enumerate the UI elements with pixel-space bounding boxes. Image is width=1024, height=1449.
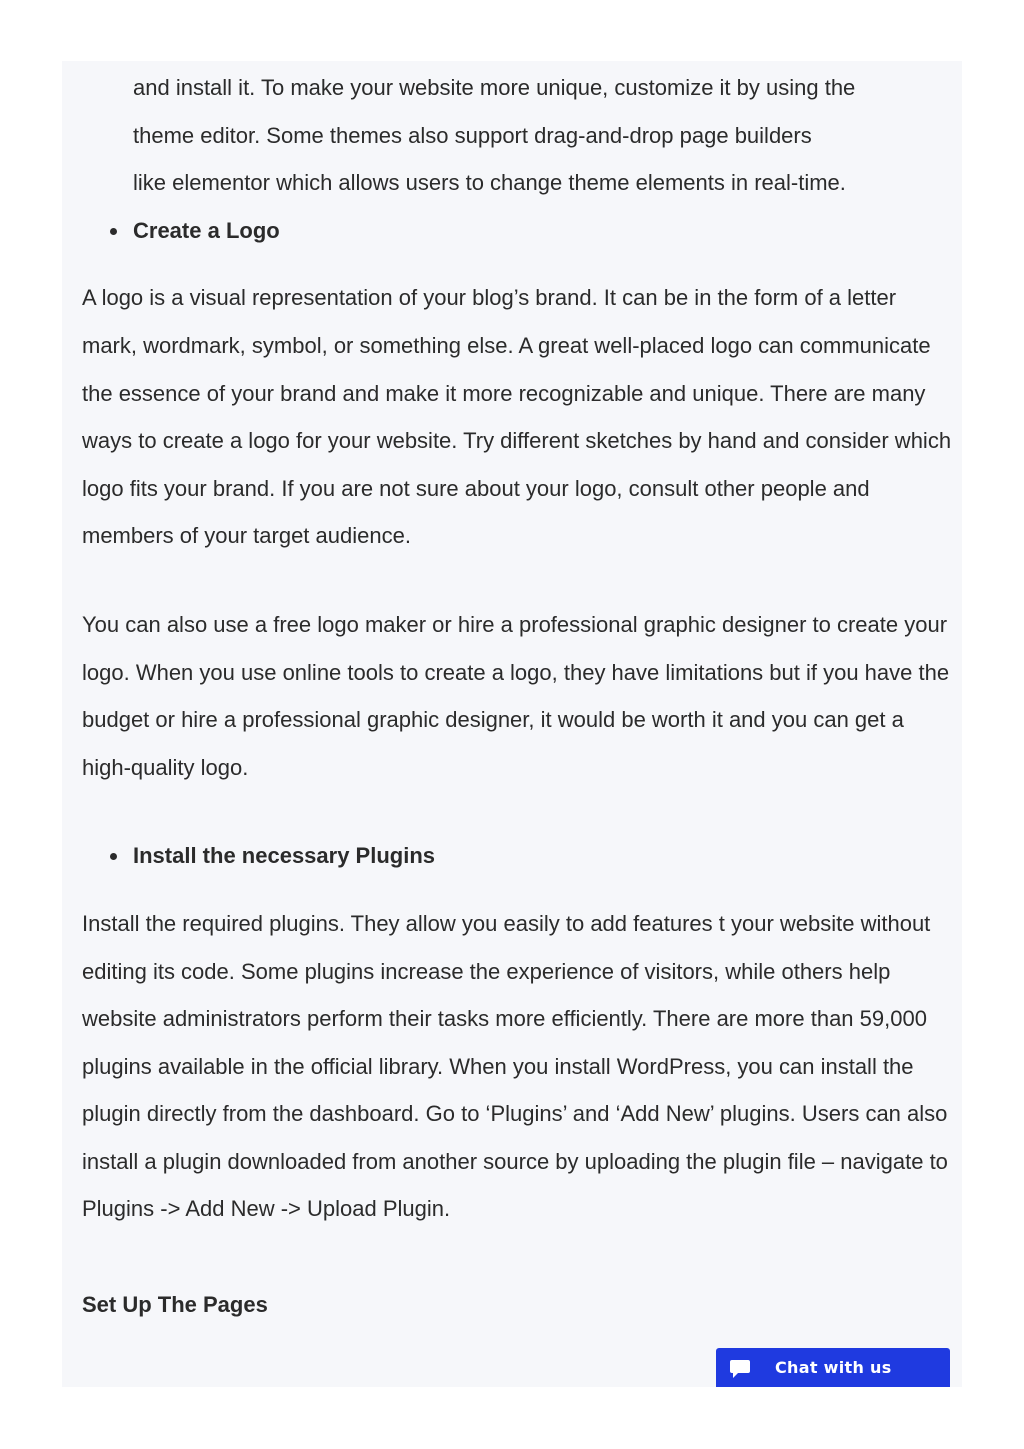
intro-paragraph [82,61,952,207]
chat-widget-button[interactable] [716,1348,950,1387]
chat-widget-label: Chat with us [775,1358,892,1377]
logo-paragraph-1: A logo is a visual representation of your blog’s brand. It can be in the form of a letter mark, wordmark, symbol, or something else. A great well-placed logo can communicate the essence of your brand and make it more recognizable and unique. There are many ways to create a logo for your website. Try different sketches by hand and consider which logo fits your brand. If you are not sure about your logo, consult other people and members of your target audience. [82,285,952,549]
article-content [82,61,952,1329]
intro-line-1: and install it. To make your website more unique, customize it by using the [133,75,856,100]
plugins-paragraph: Install the required plugins. They allow you easily to add features t your website without editing its code. Some plugins increase the experience of visitors, while others help website administrators perform their tasks more efficiently. There are more than 59,000 plugins available in the official library. When you install WordPress, you can install the plugin directly from the dashboard. Go to ‘Plugins’ and ‘Add New’ plugins. Users can also install a plugin downloaded from another source by uploading the plugin file – navigate to Plugins -> Add New -> Upload Plugin. [82,910,948,1222]
article-panel [62,61,962,1387]
logo-list [82,207,952,255]
pages-heading: Set Up The Pages [82,1292,268,1318]
logo-heading: Create a Logo [82,207,952,255]
intro-line-2: theme editor. Some themes also support drag-and-drop page builders [133,122,812,148]
plugins-heading: Install the necessary Plugins [82,832,952,880]
plugins-list [82,832,952,880]
logo-paragraph-2: You can also use a free logo maker or hire a professional graphic designer to create your logo. When you use online tools to create a logo, they have limitations but if you have the budget or hire a professional graphic designer, it would be worth it and you can get a high-quality logo. [82,611,950,780]
intro-line-3: like elementor which allows users to change theme elements in real-time. [133,170,846,196]
chat-bubble-icon [729,1359,751,1377]
